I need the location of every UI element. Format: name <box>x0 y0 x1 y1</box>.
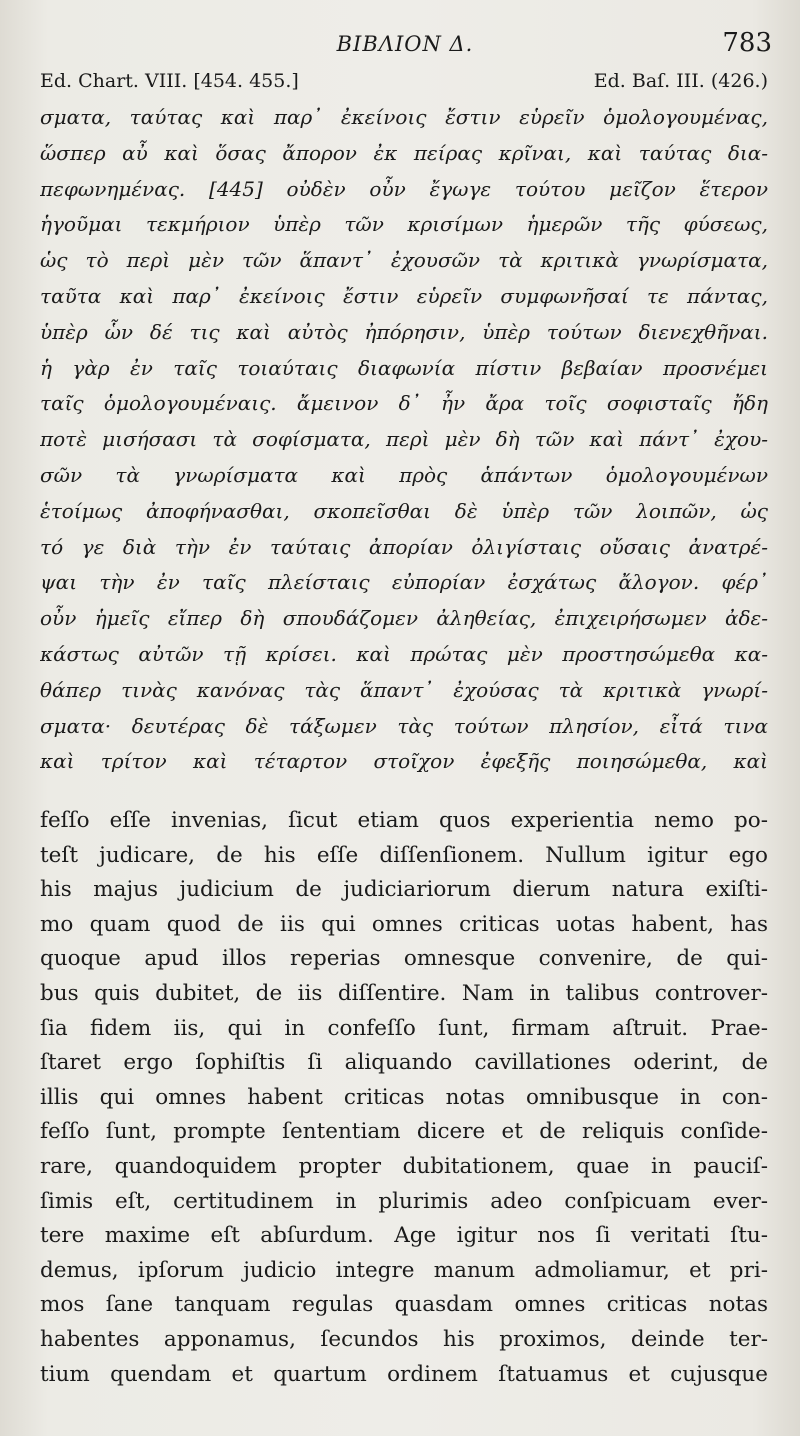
page-number: 783 <box>722 28 772 58</box>
greek-text-line: σῶν τὰ γνωρίσματα καὶ πρὸς ἁπάντων ὁμολογουμένων <box>40 462 768 487</box>
latin-text-line: habentes apponamus, ſecundos his proximos, deinde ter- <box>40 1326 768 1352</box>
greek-text-line: πεφωνημένας. [445] οὐδὲν οὖν ἔγωγε τούτου μεῖζον ἕτερον <box>40 176 768 201</box>
greek-text-line: ἡ γὰρ ἐν ταῖς τοιαύταις διαφωνία πίστιν βεβαίαν προσνέμει <box>40 355 768 380</box>
greek-text-line: σματα· δευτέρας δὲ τάξωμεν τὰς τούτων πλησίον, εἶτά τινα <box>40 713 768 738</box>
greek-text-line: καὶ τρίτον καὶ τέταρτον στοῖχον ἐφεξῆς ποιησώμεθα, καὶ <box>40 749 768 774</box>
latin-text-line: feſſo ſunt, prompte ſententiam dicere et de reliquis conſide- <box>40 1119 768 1145</box>
greek-text-line: ἡγοῦμαι τεκμήριον ὑπὲρ τῶν κρισίμων ἡμερῶν τῆς φύσεως, <box>40 212 768 237</box>
greek-text-line: ψαι τὴν ἐν ταῖς πλείσταις εὐπορίαν ἐσχάτως ἄλογον. φέρ᾽ <box>40 570 768 595</box>
latin-text <box>40 804 768 1392</box>
running-head <box>0 28 800 62</box>
latin-text-line: teſt judicare, de his eſſe diſſenſionem. Nullum igitur ego <box>40 842 768 868</box>
latin-text-line: feſſo eſſe invenias, ſicut etiam quos experientia nemo po- <box>40 808 768 833</box>
greek-text-line: σματα, ταύτας καὶ παρ᾽ ἐκείνοις ἔστιν εὑρεῖν ὁμολογουμένας, <box>40 105 768 129</box>
latin-text-line: bus quis dubitet, de iis diſſentire. Nam in talibus controver- <box>40 980 768 1006</box>
running-title: ΒΙΒΛΙΟΝ Δ. <box>336 32 474 56</box>
greek-text-line: κάστως αὐτῶν τῇ κρίσει. καὶ πρώτας μὲν προστησώμεθα κα- <box>40 641 768 666</box>
latin-text-line: quoque apud illos reperias omnesque convenire, de qui- <box>40 946 768 972</box>
greek-text-line: ἑτοίμως ἀποφήνασθαι, σκοπεῖσθαι δὲ ὑπὲρ τῶν λοιπῶν, ὡς <box>40 498 768 523</box>
greek-text-line: ταῖς ὁμολογουμέναις. ἄμεινον δ᾽ ἦν ἄρα τοῖς σοφισταῖς ἤδη <box>40 391 768 416</box>
latin-text-line: tere maxime eſt abſurdum. Age igitur nos ſi veritati ſtu- <box>40 1223 768 1249</box>
latin-text-line: mo quam quod de iis qui omnes criticas uotas habent, has <box>40 911 768 937</box>
greek-text-line: ὑπὲρ ὧν δέ τις καὶ αὐτὸς ἠπόρησιν, ὑπὲρ τούτων διενεχθῆναι. <box>40 319 768 344</box>
latin-text-line: rare, quandoquidem propter dubitationem, quae in pauciſ- <box>40 1153 768 1179</box>
edition-line <box>40 70 768 98</box>
greek-text-line: ταῦτα καὶ παρ᾽ ἐκείνοις ἔστιν εὑρεῖν συμφωνῆσαί τε πάντας, <box>40 283 768 308</box>
latin-text-line: ſtaret ergo ſophiſtis ſi aliquando cavillationes oderint, de <box>40 1050 768 1076</box>
edition-basel: Ed. Baſ. III. (426.) <box>593 70 768 92</box>
greek-text-line: τό γε διὰ τὴν ἐν ταύταις ἀπορίαν ὀλιγίσταις οὔσαις ἀνατρέ- <box>40 534 768 559</box>
latin-text-line: ſia fidem iis, qui in confeſſo ſunt, firmam aſtruit. Prae- <box>40 1015 768 1041</box>
edition-chartier: Ed. Chart. VIII. [454. 455.] <box>40 70 299 92</box>
greek-text-line: ποτὲ μισήσασι τὰ σοφίσματα, περὶ μὲν δὴ τῶν καὶ πάντ᾽ ἐχου- <box>40 427 768 452</box>
latin-text-line: tium quendam et quartum ordinem ſtatuamus et cujusque <box>40 1361 768 1387</box>
greek-text-line: οὖν ἡμεῖς εἴπερ δὴ σπουδάζομεν ἀληθείας, ἐπιχειρήσωμεν ἀδε- <box>40 606 768 631</box>
greek-text <box>40 100 768 780</box>
latin-text-line: ſimis eſt, certitudinem in plurimis adeo conſpicuam ever- <box>40 1188 768 1214</box>
latin-text-line: illis qui omnes habent criticas notas omnibusque in con- <box>40 1084 768 1110</box>
greek-text-line: ὥσπερ αὖ καὶ ὅσας ἄπορον ἐκ πείρας κρῖναι, καὶ ταύτας δια- <box>40 140 768 165</box>
greek-text-line: ὡς τὸ περὶ μὲν τῶν ἅπαντ᾽ ἐχουσῶν τὰ κριτικὰ γνωρίσματα, <box>40 248 768 273</box>
latin-text-line: mos ſane tanquam regulas quasdam omnes criticas notas <box>40 1292 768 1318</box>
latin-text-line: demus, ipſorum judicio integre manum admoliamur, et pri- <box>40 1257 768 1283</box>
greek-text-line: θάπερ τινὰς κανόνας τὰς ἅπαντ᾽ ἐχούσας τὰ κριτικὰ γνωρί- <box>40 677 768 702</box>
latin-text-line: his majus judicium de judiciariorum dierum natura exiſti- <box>40 877 768 903</box>
